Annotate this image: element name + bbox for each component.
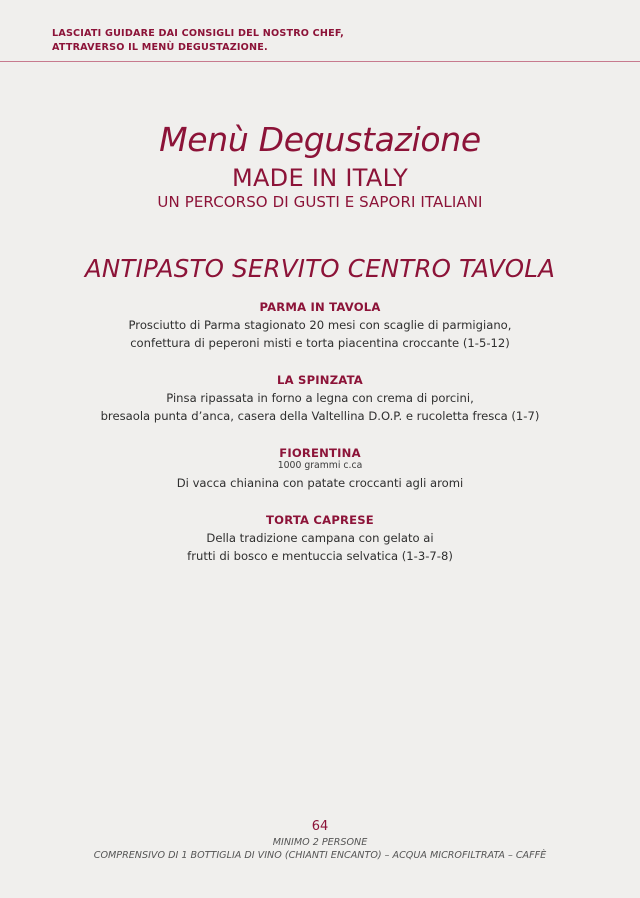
dish-item [0, 298, 640, 352]
dish-description-line: confettura di peperoni misti e torta piacentina croccante (1-5-12) [130, 336, 510, 350]
header-divider [0, 61, 640, 62]
dish-description-line: Prosciutto di Parma stagionato 20 mesi con scaglie di parmigiano, [128, 318, 512, 332]
dish-description-line: Di vacca chianina con patate croccanti agli aromi [176, 476, 464, 490]
chef-advice-header [52, 27, 612, 54]
dish-name: PARMA IN TAVOLA [259, 300, 381, 314]
dish-description [0, 474, 640, 492]
dish-description-line: Pinsa ripassata in forno a legna con crema di porcini, [166, 391, 474, 405]
dish-name: FIORENTINA [279, 446, 361, 460]
header-line-1: LASCIATI GUIDARE DAI CONSIGLI DEL NOSTRO CHEF, [52, 28, 344, 39]
dish-description [0, 389, 640, 425]
dish-item [0, 444, 640, 492]
dish-description [0, 529, 640, 565]
page-title: Menù Degustazione [159, 120, 481, 159]
dish-description-line: frutti di bosco e mentuccia selvatica (1-3-7-8) [187, 549, 453, 563]
dish-name: TORTA CAPRESE [266, 513, 374, 527]
dish-item [0, 371, 640, 425]
section-title: ANTIPASTO SERVITO CENTRO TAVOLA [84, 254, 556, 283]
dish-description-line: bresaola punta d’anca, casera della Valtellina D.O.P. e rucoletta fresca (1-7) [100, 409, 540, 423]
page-number: 64 [311, 819, 329, 834]
dish-description [0, 316, 640, 352]
minimum-persons-note: MINIMO 2 PERSONE [272, 837, 368, 848]
page-footer [0, 818, 640, 862]
dish-name: LA SPINZATA [277, 373, 363, 387]
dish-item [0, 511, 640, 565]
header-line-2: ATTRAVERSO IL MENÙ DEGUSTAZIONE. [52, 41, 268, 53]
dish-weight-note: 1000 grammi c.ca [277, 460, 363, 471]
page-tagline: UN PERCORSO DI GUSTI E SAPORI ITALIANI [157, 193, 483, 211]
page-subtitle: MADE IN ITALY [231, 164, 409, 192]
included-items-note: COMPRENSIVO DI 1 BOTTIGLIA DI VINO (CHIANTI ENCANTO) – ACQUA MICROFILTRATA – CAFFÈ [93, 850, 547, 861]
dish-description-line: Della tradizione campana con gelato ai [206, 531, 434, 545]
dish-list [0, 298, 640, 565]
title-block [0, 118, 640, 212]
